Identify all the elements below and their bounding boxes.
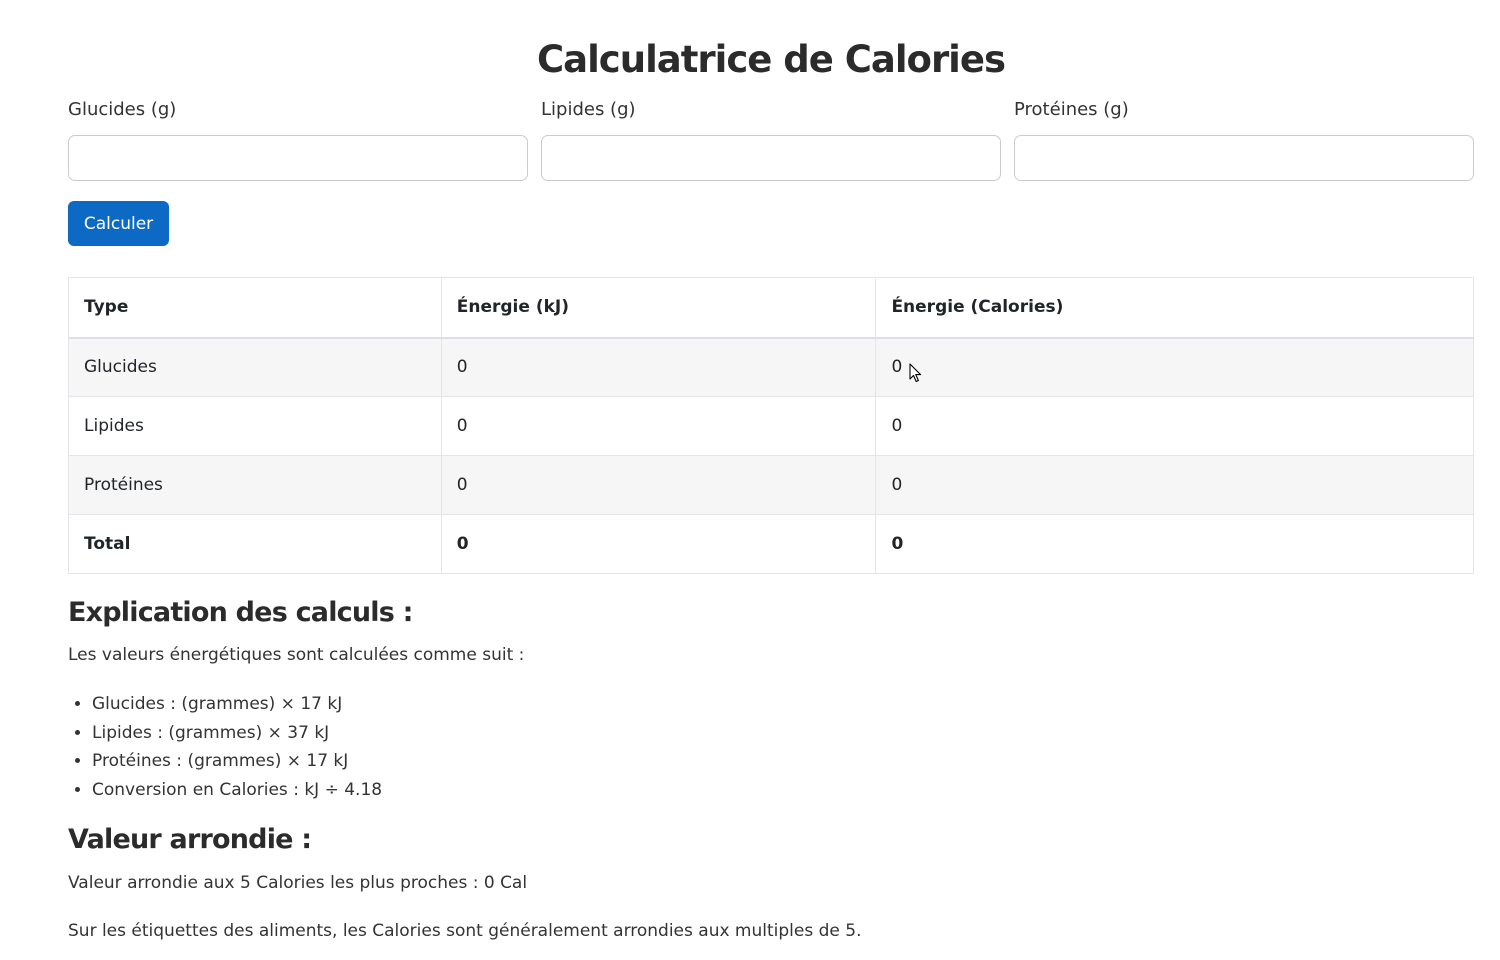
carbs-input[interactable] (68, 135, 528, 181)
row-type: Glucides (69, 338, 442, 397)
header-energy-kj: Énergie (kJ) (441, 278, 876, 338)
row-kj: 0 (441, 397, 876, 456)
calculate-button[interactable]: Calculer (68, 201, 169, 246)
row-cal: 0 (876, 397, 1474, 456)
row-kj: 0 (441, 456, 876, 515)
macro-input-fields (68, 98, 1474, 181)
fats-label: Lipides (g) (541, 99, 636, 120)
carbs-field-group (68, 98, 528, 181)
energy-table (68, 277, 1474, 574)
formula-list (68, 692, 382, 806)
table-total-row (69, 515, 1474, 574)
proteins-field-group (1014, 98, 1474, 181)
table-row (69, 397, 1474, 456)
proteins-input[interactable] (1014, 135, 1474, 181)
table-row (69, 338, 1474, 397)
list-item: • Glucides : (grammes) × 17 kJ (92, 692, 382, 721)
fats-field-group (541, 98, 1001, 181)
rounding-note: Sur les étiquettes des aliments, les Calories sont généralement arrondies aux multiples de 5. (68, 921, 862, 941)
total-kj: 0 (441, 515, 876, 574)
carbs-label: Glucides (g) (68, 99, 177, 120)
proteins-label: Protéines (g) (1014, 99, 1129, 120)
rounded-value-text: Valeur arrondie aux 5 Calories les plus proches : 0 Cal (68, 873, 528, 893)
mouse-pointer-icon (909, 363, 923, 383)
row-cal: 0 (876, 338, 1474, 397)
row-type: Lipides (69, 397, 442, 456)
page-title: Calculatrice de Calories (537, 38, 1005, 81)
list-item: • Protéines : (grammes) × 17 kJ (92, 749, 382, 778)
list-item: • Conversion en Calories : kJ ÷ 4.18 (92, 778, 382, 807)
row-type: Protéines (69, 456, 442, 515)
table-header-row (69, 278, 1474, 338)
header-energy-calories: Énergie (Calories) (876, 278, 1474, 338)
total-cal: 0 (876, 515, 1474, 574)
rounded-heading: Valeur arrondie : (68, 824, 312, 855)
row-cal: 0 (876, 456, 1474, 515)
row-kj: 0 (441, 338, 876, 397)
list-item: • Lipides : (grammes) × 37 kJ (92, 721, 382, 750)
header-type: Type (69, 278, 442, 338)
fats-input[interactable] (541, 135, 1001, 181)
total-type: Total (69, 515, 442, 574)
explanation-heading: Explication des calculs : (68, 597, 413, 628)
explanation-intro: Les valeurs énergétiques sont calculées comme suit : (68, 645, 525, 665)
table-row (69, 456, 1474, 515)
